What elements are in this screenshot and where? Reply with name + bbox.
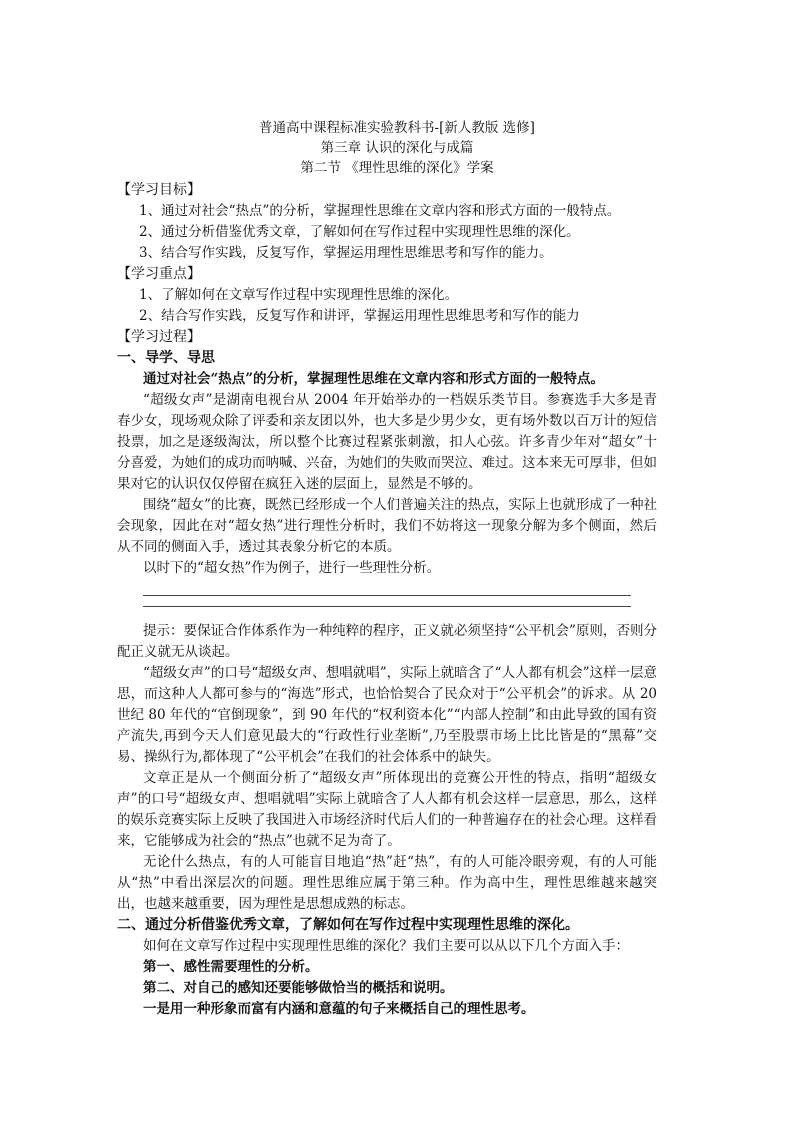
answer-lines: [117, 579, 657, 621]
goal-item: 3、结合写作实践，反复写作，掌握运用理性思维思考和写作的能力。: [139, 245, 553, 261]
document-body: [117, 180, 657, 1020]
process-heading: 【学习过程】: [117, 329, 201, 345]
goal-item: 1、通过对社会“热点”的分析，掌握理性思维在文章内容和形式方面的一般特点。: [139, 203, 621, 219]
paragraph: 如何在文章写作过程中实现理性思维的深化？我们主要可以从以下几个方面入手：: [143, 938, 629, 954]
chapter-title: 第三章 认识的深化与成篇: [320, 140, 474, 156]
paragraph: 围绕“超女”的比赛，既然已经形成一个人们普遍关注的热点，实际上也就形成了一种社会现象，因此在对“超女热”进行理性分析时，我们不妨将这一现象分解为多个侧面，然后从不同的侧面入手，透过其表象分析它的本质。: [117, 497, 657, 555]
goals-heading: 【学习目标】: [117, 182, 201, 198]
part2-heading: 二、通过分析借鉴优秀文章，了解如何在写作过程中实现理性思维的深化。: [117, 917, 579, 933]
answer-line: [143, 595, 631, 596]
part1-heading: 一、导学、导思: [117, 350, 215, 366]
focus-heading: 【学习重点】: [117, 266, 201, 282]
paragraph: 以时下的“超女热”作为例子，进行一些理性分析。: [143, 560, 441, 576]
answer-line: [143, 606, 631, 607]
focus-item: 1、了解如何在文章写作过程中实现理性思维的深化。: [139, 287, 459, 303]
paragraph: 文章正是从一个侧面分析了“超级女声”所体现出的竞赛公开性的特点，指明“超级女声”的口号“超级女声、想唱就唱”实际上就暗含了人人都有机会这样一层意思，那么，这样的娱乐竞赛实际上反映了我国进入市场经济时代后人们的一种普遍存在的社会心理。这样看来，它能够成为社会的“热点”也就不足为奇了。: [117, 770, 657, 849]
paragraph: “超级女声”的口号“超级女声、想唱就唱”，实际上就暗含了“人人都有机会”这样一层意思，而这种人人都可参与的“海选”形式，也恰恰契合了民众对于“公平机会”的诉求。从 20 世纪 80 年代的“官倒现象”，到 90 年代的“权利资本化”“内部人控制”和由此导致的国有资产流失,再到今天人们意见最大的“行政性行业垄断”,乃至股票市场上比比皆是的“黑幕”交易、操纵行为,都体现了“公平机会”在我们的社会体系中的缺失。: [117, 665, 657, 765]
section-title: 第二节 《理性思维的深化》学案: [300, 160, 494, 176]
goal-item: 2、通过分析借鉴优秀文章，了解如何在写作过程中实现理性思维的深化。: [139, 224, 580, 240]
hint-paragraph: 提示：要保证合作体系作为一种纯粹的程序，正义就必须坚持“公平机会”原则，否则分配正义就无从谈起。: [117, 623, 657, 660]
paragraph: “超级女声”是湖南电视台从 2004 年开始举办的一档娱乐类节目。参赛选手大多是青春少女，现场观众除了评委和亲友团以外，也大多是少男少女，更有场外数以百万计的短信投票，加之是逐级淘汰，所以整个比赛过程紧张刺激，扣人心弦。许多青少年对“超女”十分喜爱，为她们的成功而呐喊、兴奋，为她们的失败而哭泣、难过。这本来无可厚非，但如果对它的认识仅仅停留在疯狂入迷的层面上，显然是不够的。: [117, 392, 657, 492]
focus-item: 2、结合写作实践，反复写作和讲评，掌握运用理性思维思考和写作的能力: [139, 308, 580, 324]
document-header: [0, 118, 794, 178]
point-heading: 一是用一种形象而富有内涵和意蕴的句子来概括自己的理性思考。: [143, 1001, 535, 1017]
textbook-title: 普通高中课程标准实验教科书-[新人教版 选修]: [259, 120, 535, 136]
paragraph: 无论什么热点，有的人可能盲目地追“热”赶“热”，有的人可能冷眼旁观，有的人可能从“热”中看出深层次的问题。理性思维应属于第三种。作为高中生，理性思维越来越突出，也越来越重要，因为理性是思想成熟的标志。: [117, 854, 657, 912]
point-heading: 第二、对自己的感知还要能够做恰当的概括和说明。: [143, 980, 454, 996]
part1-subheading: 通过对社会“热点”的分析，掌握理性思维在文章内容和形式方面的一般特点。: [143, 371, 605, 387]
point-heading: 第一、感性需要理性的分析。: [143, 959, 319, 975]
